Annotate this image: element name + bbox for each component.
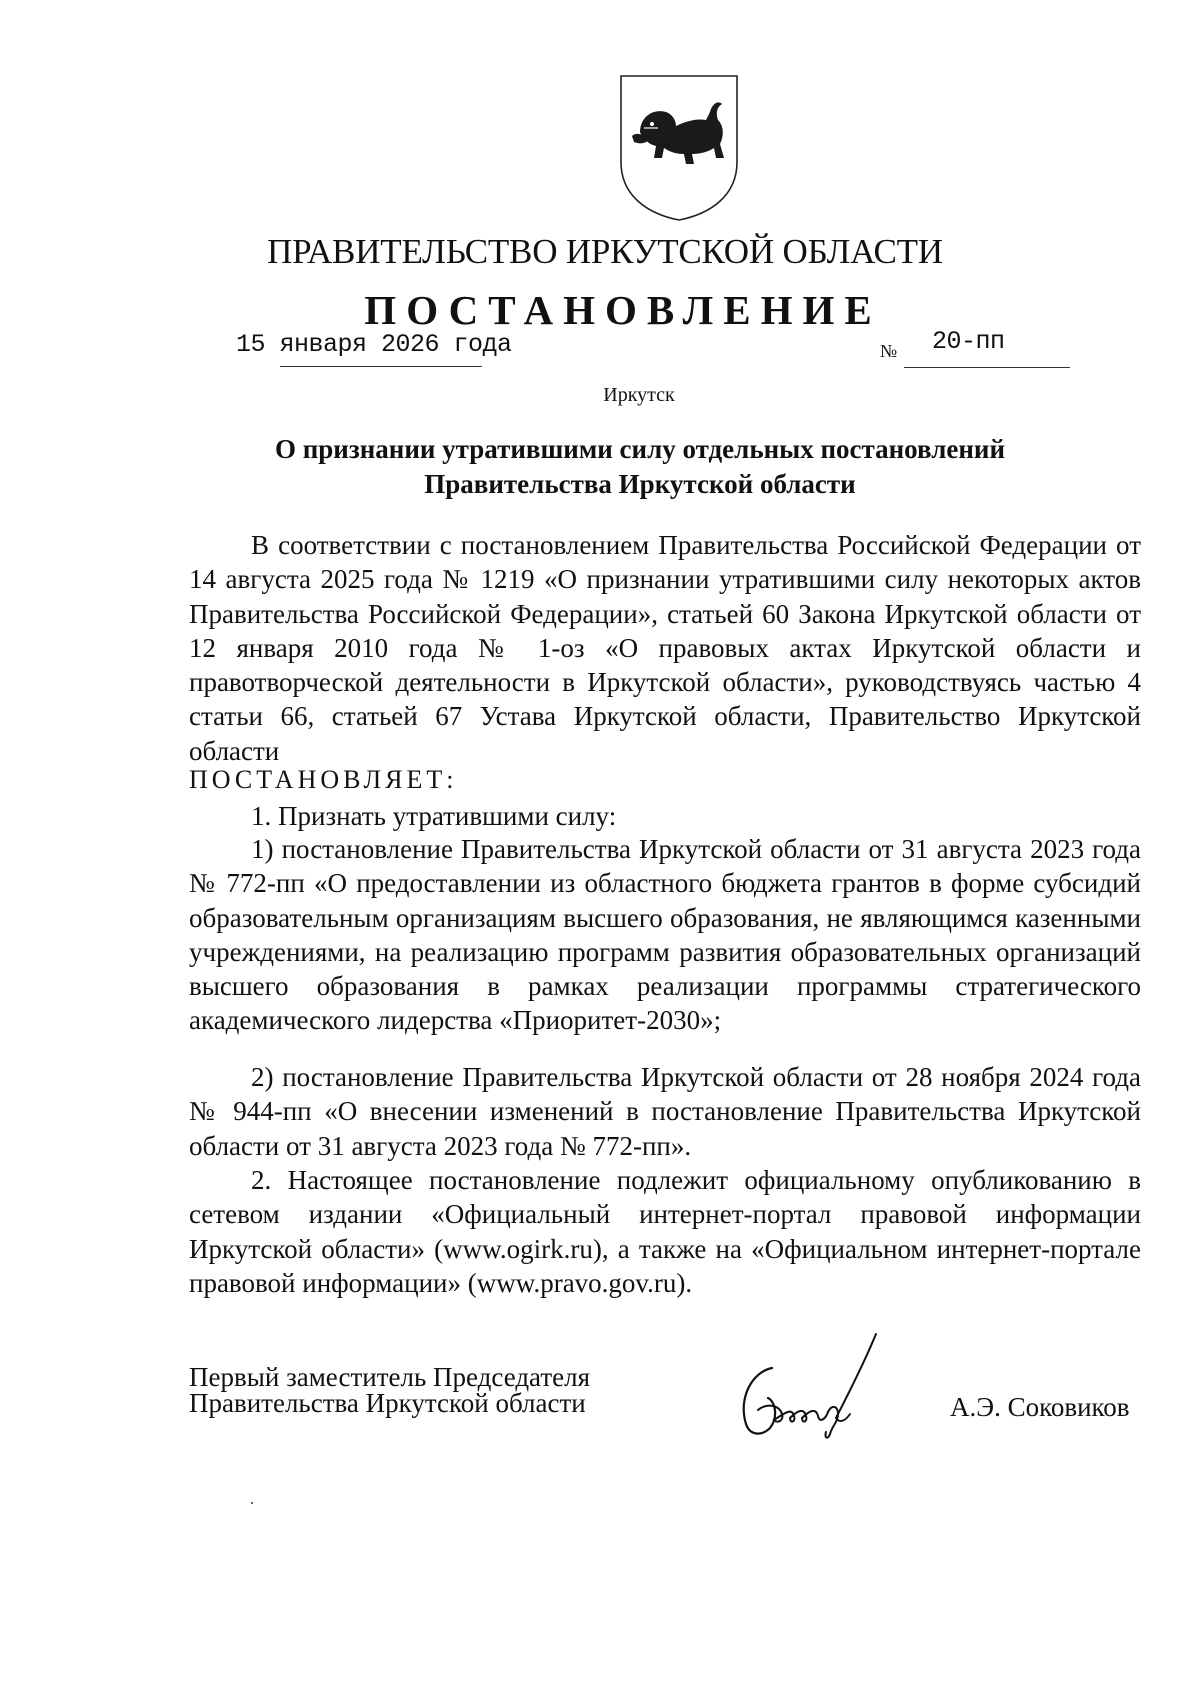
- handwritten-signature-icon: [728, 1328, 918, 1448]
- item-2: 2. Настоящее постановление подлежит официальному опубликованию в сетевом издании «Официальный интернет-портал правовой информации Иркутской области» (www.ogirk.ru), а также на «Официальном интернет-портале правовой информации» (www.pravo.gov.ru).: [189, 1165, 1141, 1298]
- government-title: ПРАВИТЕЛЬСТВО ИРКУТСКОЙ ОБЛАСТИ: [267, 232, 943, 271]
- scan-artifact-dot: [251, 1502, 253, 1504]
- document-date: 15 января 2026 года: [236, 330, 512, 359]
- decree-word: ПОСТАНОВЛЯЕТ:: [189, 765, 458, 794]
- date-underline: [280, 366, 482, 367]
- subject-line-2: Правительства Иркутской области: [424, 469, 856, 499]
- intro-paragraph: В соответствии с постановлением Правительства Российской Федерации от 14 августа 2025 года № 1219 «О признании утратившими силу некоторых актов Правительства Российской Федерации», статьей 60 Закона Иркутской области от 12 января 2010 года № 1-оз «О правовых актах Иркутской области и правотворческой деятельности в Иркутской области», руководствуясь частью 4 статьи 66, статьей 67 Устава Иркутской области, Правительство Иркутской области: [189, 530, 1141, 766]
- subitem-1: 1) постановление Правительства Иркутской области от 31 августа 2023 года № 772-пп «О предоставлении из областного бюджета грантов в форме субсидий образовательным организациям высшего образования, не являющимся казенными учреждениями, на реализацию программ развития образовательных организаций высшего образования в рамках реализации программы стратегического академического лидерства «Приоритет-2030»;: [189, 834, 1141, 1036]
- document-city: Иркутск: [603, 384, 675, 406]
- signer-name: А.Э. Соковиков: [950, 1392, 1130, 1422]
- subject-line-1: О признании утратившими силу отдельных постановлений: [274, 434, 1006, 464]
- document-number: 20-пп: [932, 327, 1005, 356]
- document-type-heading: ПОСТАНОВЛЕНИЕ: [364, 287, 882, 333]
- item-1: 1. Признать утратившими силу:: [251, 801, 617, 831]
- subitem-2: 2) постановление Правительства Иркутской области от 28 ноября 2024 года № 944-пп «О внесении изменений в постановление Правительства Иркутской области от 31 августа 2023 года № 772-пп».: [189, 1062, 1141, 1161]
- signer-position-line-2: Правительства Иркутской области: [189, 1388, 586, 1418]
- document-subject: [240, 432, 1040, 502]
- signer-position-line-1: Первый заместитель Председателя: [189, 1362, 591, 1392]
- number-underline: [904, 367, 1070, 368]
- number-sign: №: [880, 341, 898, 361]
- coat-of-arms-icon: [618, 74, 740, 222]
- signer-position: [189, 1364, 590, 1416]
